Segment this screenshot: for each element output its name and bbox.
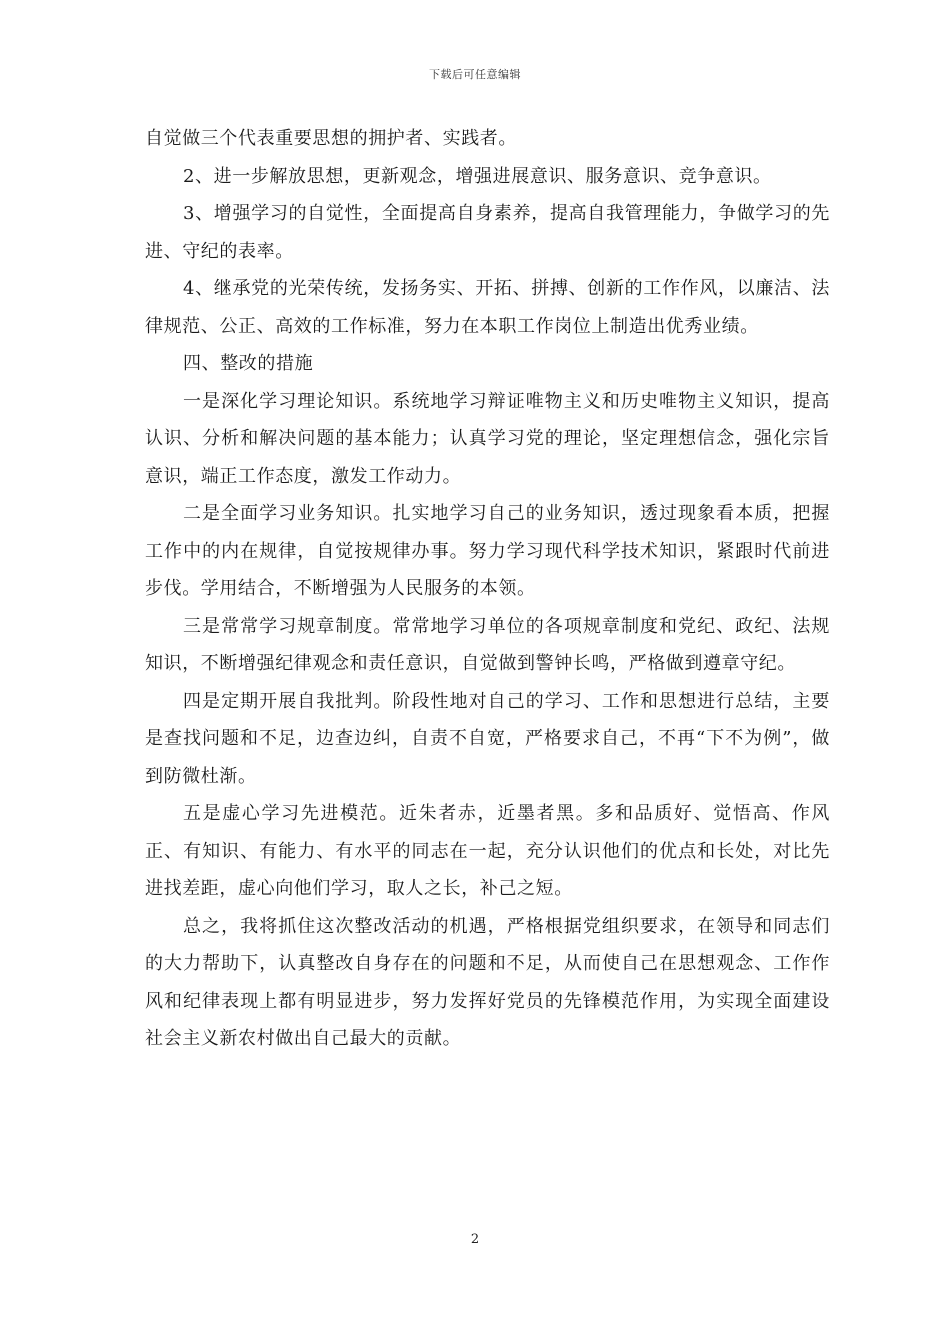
paragraph-measure-1: 一是深化学习理论知识。系统地学习辩证唯物主义和历史唯物主义知识，提高认识、分析和解决问题的基本能力；认真学习党的理论，坚定理想信念，强化宗旨意识，端正工作态度，激发工作动力。 bbox=[145, 390, 830, 487]
document-body bbox=[145, 120, 830, 1058]
paragraph-continuation: 自觉做三个代表重要思想的拥护者、实践者。 bbox=[145, 128, 517, 149]
paragraph-measure-4: 四是定期开展自我批判。阶段性地对自己的学习、工作和思想进行总结，主要是查找问题和不足，边查边纠，自责不自宽，严格要求自己，不再“下不为例”，做到防微杜渐。 bbox=[145, 690, 830, 787]
paragraph-measure-2: 二是全面学习业务知识。扎实地学习自己的业务知识，透过现象看本质，把握工作中的内在规律，自觉按规律办事。努力学习现代科学技术知识，紧跟时代前进步伐。学用结合，不断增强为人民服务的本领。 bbox=[145, 503, 830, 599]
paragraph-item-3: 3、增强学习的自觉性，全面提高自身素养，提高自我管理能力，争做学习的先进、守纪的表率。 bbox=[145, 203, 830, 262]
section-heading-measures: 四、整改的措施 bbox=[183, 353, 314, 374]
page-number: 2 bbox=[470, 1232, 480, 1247]
paragraph-measure-5: 五是虚心学习先进模范。近朱者赤，近墨者黑。多和品质好、觉悟高、作风正、有知识、有能力、有水平的同志在一起，充分认识他们的优点和长处，对比先进找差距，虚心向他们学习，取人之长，补己之短。 bbox=[145, 803, 830, 899]
paragraph-measure-3: 三是常常学习规章制度。常常地学习单位的各项规章制度和党纪、政纪、法规知识，不断增强纪律观念和责任意识，自觉做到警钟长鸣，严格做到遵章守纪。 bbox=[145, 615, 830, 674]
page-header: 下载后可任意编辑 bbox=[429, 68, 521, 81]
paragraph-item-2: 2、进一步解放思想，更新观念，增强进展意识、服务意识、竞争意识。 bbox=[183, 165, 772, 187]
paragraph-conclusion: 总之，我将抓住这次整改活动的机遇，严格根据党组织要求，在领导和同志们的大力帮助下，认真整改自身存在的问题和不足，从而使自己在思想观念、工作作风和纪律表现上都有明显进步，努力发挥好党员的先锋模范作用，为实现全面建设社会主义新农村做出自己最大的贡献。 bbox=[145, 915, 830, 1049]
paragraph-item-4: 4、继承党的光荣传统，发扬务实、开拓、拼搏、创新的工作作风，以廉洁、法律规范、公正、高效的工作标准，努力在本职工作岗位上制造出优秀业绩。 bbox=[145, 278, 830, 337]
